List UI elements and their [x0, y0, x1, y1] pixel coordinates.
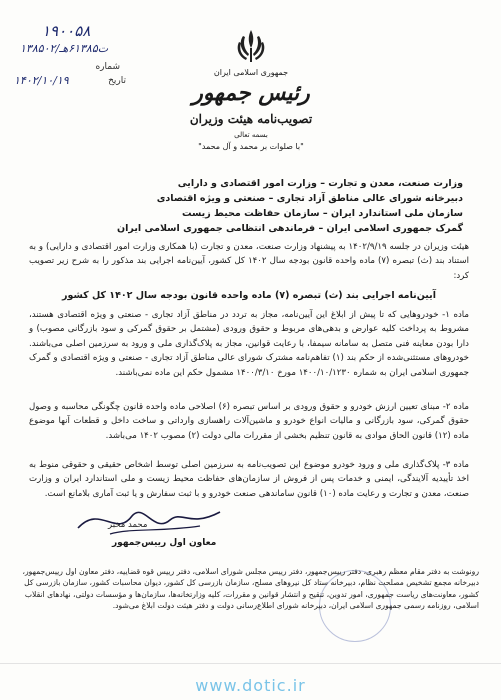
letter-number-label: شماره [95, 62, 120, 72]
recipient-line: سازمان ملی استاندارد ایران – سازمان حفاظت محیط زیست [181, 208, 463, 219]
salawat: "با صلوات بر محمد و آل محمد" [198, 142, 304, 151]
article-1: ماده ۱- خودروهایی که تا پیش از ابلاغ این آیین‌نامه، مجاز به تردد در مناطق آزاد تجاری - صنعتی و ویژه اقتصادی هستند، مشروط به پرداخت کلیه عوارض و بدهی‌های مربوط و حقوق ورودی (مشتمل بر حقوق گمرکی و سود بازرگانی مصوب) و دارا بودن معاینه فنی متصل به سامانه سیمفا، با رعایت قوانین، مجاز به پلاک‌گذاری ملی و ورود به سرزمین اصلی می‌باشند. خودروهای مستثنی‌شده از حکم بند (۱) تفاهم‌نامه مشترک شورای عالی مناطق آزاد تجاری - صنعتی و ویژه اقتصادی و گمرک جمهوری اسلامی ایران به شماره ۱۴۰۰/۱۰/۱۲۳۰ مورخ ۱۴۰۰/۳/۱۰ مشمول حکم این ماده نمی‌باشند. [29, 310, 469, 378]
presidency-heading: رئیس جمهور [192, 80, 310, 106]
recipient-line: گمرک جمهوری اسلامی ایران – فرماندهی انتظامی جمهوری اسلامی ایران [117, 223, 463, 234]
recipient-line: وزارت صنعت، معدن و تجارت – وزارت امور اقتصادی و دارایی [177, 178, 463, 189]
letter-number: ۱۳۸۵۰۲/ت۶۱۳۸۵هـ [20, 42, 109, 55]
cabinet-heading: تصویب‌نامه هیئت وزیران [189, 112, 313, 126]
republic-label: جمهوری اسلامی ایران [213, 68, 289, 77]
recipients-block [43, 176, 463, 236]
article-3: ماده ۳- پلاک‌گذاری ملی و ورود خودرو موضوع این تصویب‌نامه به سرزمین اصلی توسط اشخاص حقیقی و حقوقی منوط به اخذ تأییدیه آلایندگی، ایمنی و خدمات پس از فروش از سازمان‌های حفاظت محیط زیست و ملی استاندارد ایران و وزارت صنعت، معدن و تجارت و رعایت ماده (۱۰) قانون ساماندهی صنعت خودرو و با ثبت سفارش و یا ثبت آماری بلامانع است. [29, 460, 469, 499]
date-value: ۱۴۰۲/۱۰/۱۹ [14, 74, 69, 87]
signatory-name: محمد مخبر [108, 520, 148, 530]
iran-emblem-icon [234, 28, 268, 64]
basmala: بسمه تعالی [234, 131, 268, 139]
article-2: ماده ۲- مبنای تعیین ارزش خودرو و حقوق ورودی بر اساس تبصره (۶) اصلاحی ماده واحده قانون چگونگی محاسبه و وصول حقوق گمرکی، سود بازرگانی و مالیات انواع خودرو و ماشین‌آلات راهسازی وارداتی و ساخت داخل و قطعات آنها موضوع ماده (۱۲) قانون الحاق موادی به قانون تنظیم بخشی از مقررات مالی دولت (۲) مصوب ۱۴۰۲ می‌باشد. [29, 402, 469, 441]
date-label: تاریخ [108, 76, 126, 86]
site-watermark: www.dotic.ir [195, 676, 306, 695]
serial-number: ۱۹۰۰۵۸ [42, 22, 91, 40]
regulation-title: آیین‌نامه اجرایی بند (ث) تبصره (۷) ماده واحده قانون بودجه سال ۱۴۰۲ کل کشور [62, 290, 436, 301]
page-divider [0, 663, 501, 664]
copies-paragraph: رونوشت به دفتر مقام معظم رهبری، دفتر رییس‌جمهور، دفتر رییس مجلس شورای اسلامی، دفتر رییس قوه قضاییه، دفتر معاون اول رییس‌جمهور، دبیرخانه مجمع تشخیص مصلحت نظام، دبیرخانه ستاد کل نیروهای مسلح، سازمان بازرسی کل کشور، دیوان محاسبات کشور، سازمان بازرسی کل کشور، معاونت‌های ریاست جمهوری، امور تدوین، تنقیح و انتشار قوانین و مقررات، کلیه وزارتخانه‌ها، سازمان‌ها و مؤسسات دولتی، نهادهای انقلاب اسلامی، روزنامه رسمی جمهوری اسلامی ایران، دبیرخانه شورای اطلاع‌رسانی دولت و دفتر هیئت دولت ابلاغ می‌شود. [22, 567, 479, 611]
signatory-title: معاون اول رییس‌جمهور [112, 538, 217, 548]
recipient-line: دبیرخانه شورای عالی مناطق آزاد تجاری – صنعتی و ویژه اقتصادی [156, 193, 463, 204]
preamble-paragraph: هیئت وزیران در جلسه ۱۴۰۲/۹/۱۹ به پیشنهاد وزارت صنعت، معدن و تجارت (با همکاری وزارت امور اقتصادی و دارایی) و به استناد بند (ث) تبصره (۷) ماده واحده قانون بودجه سال ۱۴۰۲ کل کشور، آیین‌نامه اجرایی بند مذکور را به شرح زیر تصویب کرد: [29, 242, 470, 281]
